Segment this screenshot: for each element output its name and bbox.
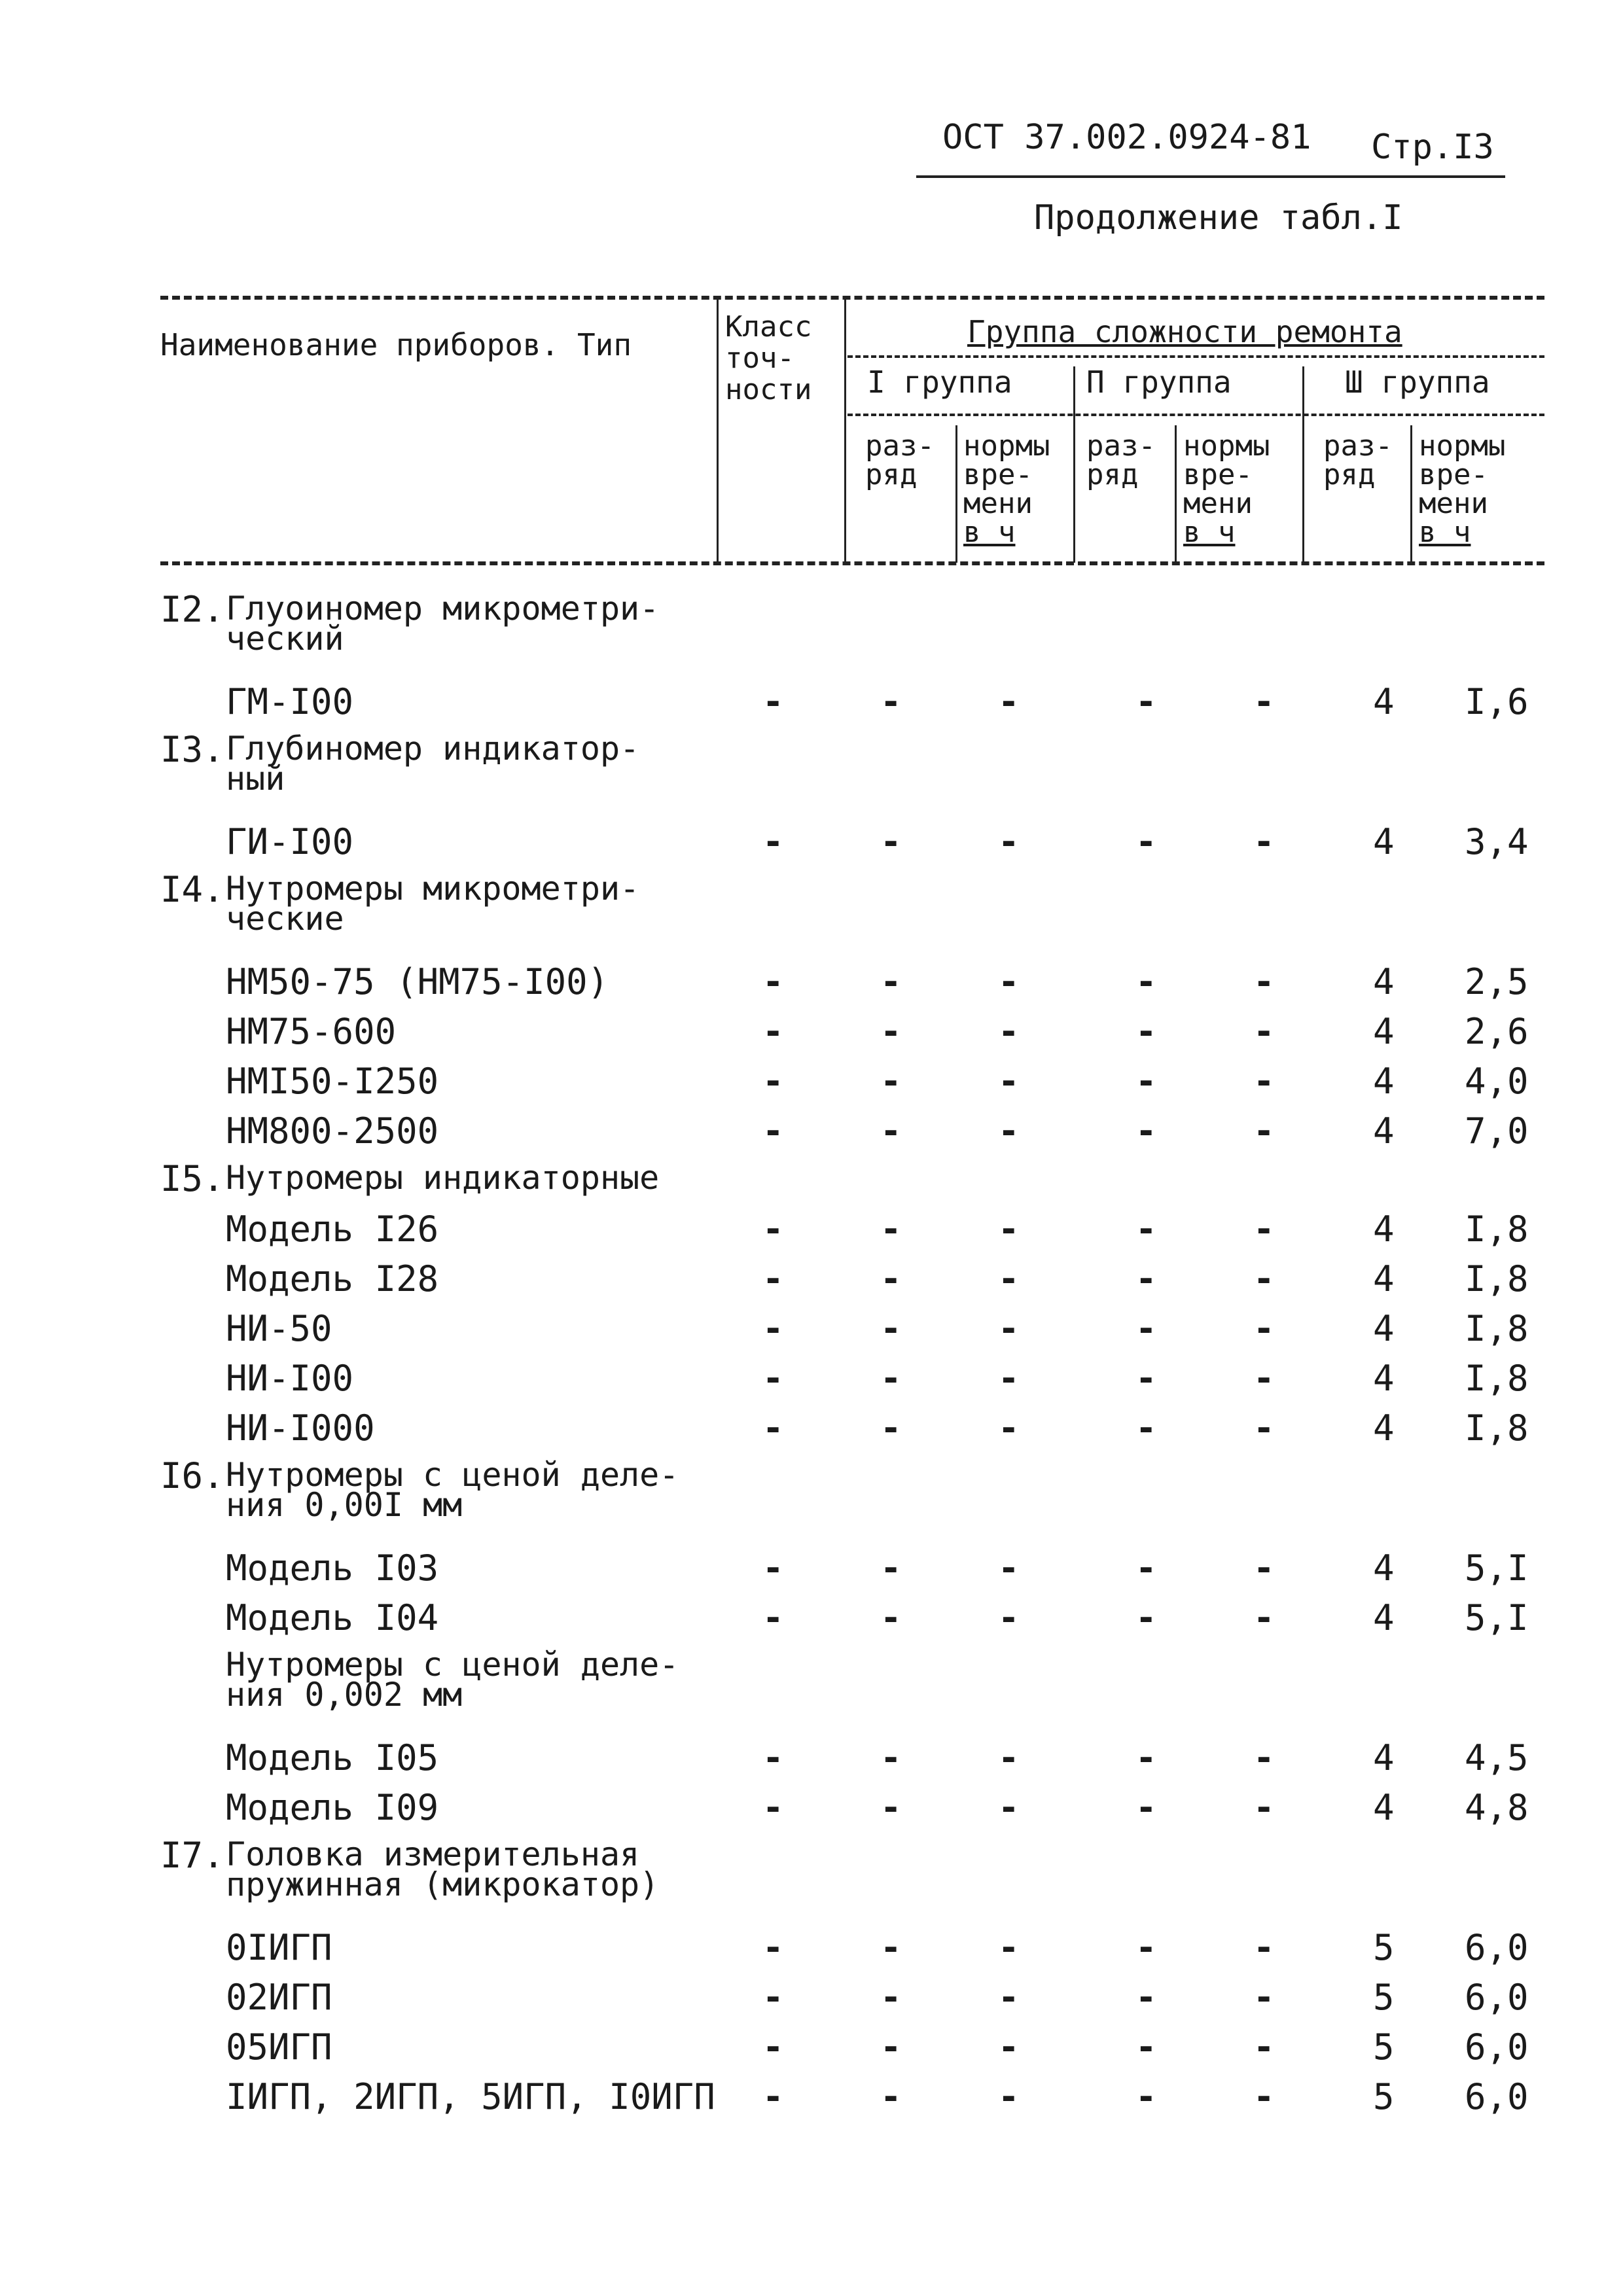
group2-norm-cell: - <box>1253 1358 1275 1399</box>
group3-norm-cell: I,8 <box>1465 1358 1529 1399</box>
group1-grade-cell: - <box>880 1209 902 1250</box>
group1-norm-cell: - <box>998 1547 1020 1589</box>
instrument-type-cell: НМ75-600 <box>226 1011 397 1052</box>
accuracy-class-cell: - <box>762 1547 784 1589</box>
group2-norm-cell: - <box>1253 2076 1275 2117</box>
group2-grade-cell: - <box>1135 961 1157 1002</box>
accuracy-class-cell: - <box>762 1358 784 1399</box>
group2-grade-cell: - <box>1135 1209 1157 1250</box>
group3-norm-cell: 3,4 <box>1465 821 1529 862</box>
group2-grade-cell: - <box>1135 1787 1157 1828</box>
instrument-type-cell: 05ИГП <box>226 2026 332 2068</box>
group1-norm-cell: - <box>998 821 1020 862</box>
accuracy-class-cell: - <box>762 1258 784 1299</box>
group2-norm-cell: - <box>1253 1110 1275 1152</box>
header-top-rule <box>160 296 1544 300</box>
group3-grade-cell: 5 <box>1373 2026 1395 2068</box>
accuracy-class-cell: - <box>762 961 784 1002</box>
group3-grade-cell: 4 <box>1373 1358 1395 1399</box>
g3-norm-line3: мени <box>1419 487 1488 520</box>
group3-grade-cell: 4 <box>1373 1011 1395 1052</box>
g2-norm-line3: мени <box>1183 487 1253 520</box>
instrument-type-cell: IИГП, 2ИГП, 5ИГП, I0ИГП <box>226 2076 715 2117</box>
group1-norm-cell: - <box>998 681 1020 722</box>
page-number: Стр.I3 <box>1371 128 1494 167</box>
group1-norm-cell: - <box>998 1787 1020 1828</box>
group1-norm-cell: - <box>998 1258 1020 1299</box>
divider-g2-g3 <box>1302 366 1304 563</box>
heading-line: Нутромеры с ценой деле- <box>226 1646 679 1684</box>
instrument-type-cell: Модель I09 <box>226 1787 439 1828</box>
header-complexity-group: Группа сложности ремонта <box>967 314 1402 349</box>
group2-grade-cell: - <box>1135 1547 1157 1589</box>
group1-grade-cell: - <box>880 2076 902 2117</box>
group2-grade-cell: - <box>1135 1358 1157 1399</box>
group2-norm-cell: - <box>1253 1597 1275 1638</box>
accuracy-class-cell: - <box>762 2026 784 2068</box>
group3-grade-cell: 4 <box>1373 1258 1395 1299</box>
table-row <box>0 1928 1623 1978</box>
group2-norm-cell: - <box>1253 1209 1275 1250</box>
divider-class <box>844 298 846 563</box>
instrument-type-cell: 02ИГП <box>226 1977 332 2018</box>
heading-line: ческие <box>226 900 344 938</box>
heading-line: ния 0,00I мм <box>226 1486 463 1524</box>
g3-grade-line2: ряд <box>1323 458 1376 491</box>
group2-grade-cell: - <box>1135 681 1157 722</box>
table-row <box>0 1409 1623 1458</box>
table-row <box>0 1788 1623 1838</box>
group2-norm-cell: - <box>1253 1258 1275 1299</box>
group1-grade-cell: - <box>880 1547 902 1589</box>
accuracy-class-cell: - <box>762 1597 784 1638</box>
group3-grade-cell: 5 <box>1373 1977 1395 2018</box>
table-row <box>0 1598 1623 1648</box>
group3-grade-cell: 4 <box>1373 1308 1395 1349</box>
group1-norm-cell: - <box>998 1407 1020 1449</box>
group2-norm-cell: - <box>1253 681 1275 722</box>
table-row <box>0 1210 1623 1260</box>
divider-g1-g2 <box>1073 366 1075 563</box>
header-class-line3: ности <box>725 373 812 406</box>
group2-norm-cell: - <box>1253 821 1275 862</box>
group3-grade-cell: 5 <box>1373 2076 1395 2117</box>
table-row <box>0 963 1623 1012</box>
instrument-type-cell: Модель I28 <box>226 1258 439 1299</box>
group2-grade-cell: - <box>1135 1110 1157 1152</box>
table-row <box>0 682 1623 732</box>
group1-norm-cell: - <box>998 2026 1020 2068</box>
group2-grade-cell: - <box>1135 1737 1157 1778</box>
group1-grade-cell: - <box>880 1787 902 1828</box>
accuracy-class-cell: - <box>762 1308 784 1349</box>
group1-norm-cell: - <box>998 1110 1020 1152</box>
header-group-2: П группа <box>1086 364 1232 400</box>
header-class-line1: Класс <box>725 310 812 344</box>
instrument-type-cell: НМ800-2500 <box>226 1110 439 1152</box>
group1-grade-cell: - <box>880 1407 902 1449</box>
instrument-type-cell: Модель I26 <box>226 1209 439 1250</box>
group2-norm-cell: - <box>1253 961 1275 1002</box>
g3-grade-line1: раз- <box>1323 429 1393 463</box>
g2-norm-line2: вре- <box>1183 458 1253 491</box>
table-row <box>0 1359 1623 1409</box>
table-row <box>0 822 1623 872</box>
group-rule <box>847 355 1544 358</box>
group1-grade-cell: - <box>880 1011 902 1052</box>
heading-line: ный <box>226 760 285 798</box>
instrument-type-cell: НМI50-I250 <box>226 1061 439 1102</box>
group1-grade-cell: - <box>880 1977 902 2018</box>
group3-norm-cell: I,8 <box>1465 1258 1529 1299</box>
g1-norm-line4: в ч <box>963 516 1016 549</box>
group3-grade-cell: 4 <box>1373 1737 1395 1778</box>
instrument-type-cell: ГИ-I00 <box>226 821 354 862</box>
divider-g3-sub <box>1410 425 1412 563</box>
group3-grade-cell: 4 <box>1373 1787 1395 1828</box>
group3-norm-cell: 6,0 <box>1465 1977 1529 2018</box>
heading-line: пружинная (микрокатор) <box>226 1865 660 1903</box>
group3-norm-cell: 4,5 <box>1465 1737 1529 1778</box>
group1-grade-cell: - <box>880 1258 902 1299</box>
group2-grade-cell: - <box>1135 1597 1157 1638</box>
heading-line: Нутромеры микрометри- <box>226 870 640 908</box>
group3-norm-cell: 6,0 <box>1465 2076 1529 2117</box>
accuracy-class-cell: - <box>762 1977 784 2018</box>
group1-grade-cell: - <box>880 1927 902 1968</box>
group1-norm-cell: - <box>998 1061 1020 1102</box>
group1-grade-cell: - <box>880 1061 902 1102</box>
group1-grade-cell: - <box>880 681 902 722</box>
header-underline <box>916 175 1505 178</box>
group3-grade-cell: 4 <box>1373 1597 1395 1638</box>
group1-norm-cell: - <box>998 1977 1020 2018</box>
divider-g1-sub <box>955 425 957 563</box>
instrument-type-cell: НИ-I000 <box>226 1407 375 1449</box>
group2-norm-cell: - <box>1253 1308 1275 1349</box>
group2-norm-cell: - <box>1253 1011 1275 1052</box>
accuracy-class-cell: - <box>762 1061 784 1102</box>
group3-norm-cell: 4,0 <box>1465 1061 1529 1102</box>
table-row <box>0 1062 1623 1112</box>
heading-line: Нутромеры индикаторные <box>226 1159 660 1197</box>
table-row <box>0 1112 1623 1161</box>
table-row <box>0 1978 1623 2028</box>
group1-grade-cell: - <box>880 1308 902 1349</box>
group2-grade-cell: - <box>1135 1258 1157 1299</box>
divider-name <box>717 298 719 563</box>
group3-grade-cell: 4 <box>1373 1209 1395 1250</box>
g1-norm-line2: вре- <box>963 458 1033 491</box>
group3-norm-cell: I,8 <box>1465 1209 1529 1250</box>
table-row <box>0 1260 1623 1309</box>
group2-norm-cell: - <box>1253 1737 1275 1778</box>
group1-norm-cell: - <box>998 1209 1020 1250</box>
divider-g2-sub <box>1175 425 1177 563</box>
group2-grade-cell: - <box>1135 1407 1157 1449</box>
group1-grade-cell: - <box>880 1597 902 1638</box>
table-row <box>0 2028 1623 2077</box>
group2-norm-cell: - <box>1253 1787 1275 1828</box>
instrument-type-cell: НИ-I00 <box>226 1358 354 1399</box>
group1-grade-cell: - <box>880 1110 902 1152</box>
subgroup-rule <box>847 414 1544 416</box>
group2-norm-cell: - <box>1253 1407 1275 1449</box>
group3-norm-cell: 6,0 <box>1465 1927 1529 1968</box>
section-number: I2. <box>160 589 224 630</box>
instrument-type-cell: Модель I04 <box>226 1597 439 1638</box>
instrument-type-cell: 0IИГП <box>226 1927 332 1968</box>
group3-norm-cell: I,6 <box>1465 681 1529 722</box>
group3-grade-cell: 4 <box>1373 961 1395 1002</box>
accuracy-class-cell: - <box>762 1110 784 1152</box>
g3-norm-line1: нормы <box>1419 429 1506 463</box>
group3-grade-cell: 4 <box>1373 1547 1395 1589</box>
group1-grade-cell: - <box>880 1737 902 1778</box>
group3-norm-cell: 2,6 <box>1465 1011 1529 1052</box>
heading-line: Глуоиномер микрометри- <box>226 590 660 627</box>
g1-norm-line3: мени <box>963 487 1033 520</box>
group3-grade-cell: 4 <box>1373 1110 1395 1152</box>
group1-grade-cell: - <box>880 2026 902 2068</box>
accuracy-class-cell: - <box>762 1737 784 1778</box>
group1-norm-cell: - <box>998 1011 1020 1052</box>
g3-norm-line4: в ч <box>1419 516 1471 549</box>
group1-norm-cell: - <box>998 1597 1020 1638</box>
accuracy-class-cell: - <box>762 1407 784 1449</box>
group2-grade-cell: - <box>1135 2026 1157 2068</box>
group3-norm-cell: 5,I <box>1465 1597 1529 1638</box>
instrument-type-cell: ГМ-I00 <box>226 681 354 722</box>
instrument-type-cell: Модель I03 <box>226 1547 439 1589</box>
heading-line: ческий <box>226 620 344 658</box>
group3-norm-cell: 4,8 <box>1465 1787 1529 1828</box>
group3-norm-cell: 5,I <box>1465 1547 1529 1589</box>
accuracy-class-cell: - <box>762 1209 784 1250</box>
group3-norm-cell: 7,0 <box>1465 1110 1529 1152</box>
header-group-1: I группа <box>867 364 1012 400</box>
group2-grade-cell: - <box>1135 1927 1157 1968</box>
group1-norm-cell: - <box>998 961 1020 1002</box>
g2-norm-line1: нормы <box>1183 429 1270 463</box>
group2-grade-cell: - <box>1135 2076 1157 2117</box>
group3-norm-cell: 2,5 <box>1465 961 1529 1002</box>
table-row <box>0 1012 1623 1062</box>
header-class-line2: точ- <box>725 342 794 375</box>
header-bottom-rule <box>160 561 1544 565</box>
table-row <box>0 1549 1623 1598</box>
group3-norm-cell: I,8 <box>1465 1308 1529 1349</box>
group1-norm-cell: - <box>998 1308 1020 1349</box>
section-number: I4. <box>160 869 224 910</box>
g1-grade-line2: ряд <box>865 458 918 491</box>
group2-grade-cell: - <box>1135 1011 1157 1052</box>
group2-norm-cell: - <box>1253 1061 1275 1102</box>
section-number: I3. <box>160 729 224 770</box>
section-number: I5. <box>160 1158 224 1199</box>
group3-grade-cell: 5 <box>1373 1927 1395 1968</box>
table-row <box>0 1739 1623 1788</box>
group1-grade-cell: - <box>880 1358 902 1399</box>
group3-grade-cell: 4 <box>1373 1407 1395 1449</box>
heading-line: Нутромеры с ценой деле- <box>226 1456 679 1494</box>
table-row <box>0 1309 1623 1359</box>
heading-line: Головка измерительная <box>226 1835 640 1873</box>
heading-line: Глубиномер индикатор- <box>226 730 640 768</box>
group1-norm-cell: - <box>998 1737 1020 1778</box>
accuracy-class-cell: - <box>762 2076 784 2117</box>
group2-norm-cell: - <box>1253 1927 1275 1968</box>
group2-norm-cell: - <box>1253 1547 1275 1589</box>
group3-norm-cell: 6,0 <box>1465 2026 1529 2068</box>
accuracy-class-cell: - <box>762 1927 784 1968</box>
group1-norm-cell: - <box>998 1927 1020 1968</box>
header-group-3: Ш группа <box>1345 364 1490 400</box>
group2-grade-cell: - <box>1135 1061 1157 1102</box>
group3-norm-cell: I,8 <box>1465 1407 1529 1449</box>
g2-grade-line1: раз- <box>1086 429 1156 463</box>
section-number: I7. <box>160 1835 224 1876</box>
group1-norm-cell: - <box>998 2076 1020 2117</box>
instrument-type-cell: НИ-50 <box>226 1308 332 1349</box>
accuracy-class-cell: - <box>762 1011 784 1052</box>
header-name-column: Наименование приборов. Тип <box>160 327 632 362</box>
instrument-type-cell: НМ50-75 (НМ75-I00) <box>226 961 609 1002</box>
group2-norm-cell: - <box>1253 2026 1275 2068</box>
group2-grade-cell: - <box>1135 1308 1157 1349</box>
g1-grade-line1: раз- <box>865 429 935 463</box>
accuracy-class-cell: - <box>762 681 784 722</box>
g2-norm-line4: в ч <box>1183 516 1236 549</box>
g1-norm-line1: нормы <box>963 429 1050 463</box>
group3-grade-cell: 4 <box>1373 1061 1395 1102</box>
standard-code: ОСТ 37.002.0924-81 <box>942 118 1311 157</box>
heading-line: ния 0,002 мм <box>226 1676 463 1714</box>
instrument-type-cell: Модель I05 <box>226 1737 439 1778</box>
group2-norm-cell: - <box>1253 1977 1275 2018</box>
g2-grade-line2: ряд <box>1086 458 1139 491</box>
group1-grade-cell: - <box>880 961 902 1002</box>
table-row <box>0 2077 1623 2127</box>
continuation-label: Продолжение табл.I <box>1034 198 1403 238</box>
group1-grade-cell: - <box>880 821 902 862</box>
group3-grade-cell: 4 <box>1373 821 1395 862</box>
group2-grade-cell: - <box>1135 1977 1157 2018</box>
group3-grade-cell: 4 <box>1373 681 1395 722</box>
accuracy-class-cell: - <box>762 821 784 862</box>
group2-grade-cell: - <box>1135 821 1157 862</box>
group1-norm-cell: - <box>998 1358 1020 1399</box>
accuracy-class-cell: - <box>762 1787 784 1828</box>
section-number: I6. <box>160 1455 224 1496</box>
g3-norm-line2: вре- <box>1419 458 1488 491</box>
